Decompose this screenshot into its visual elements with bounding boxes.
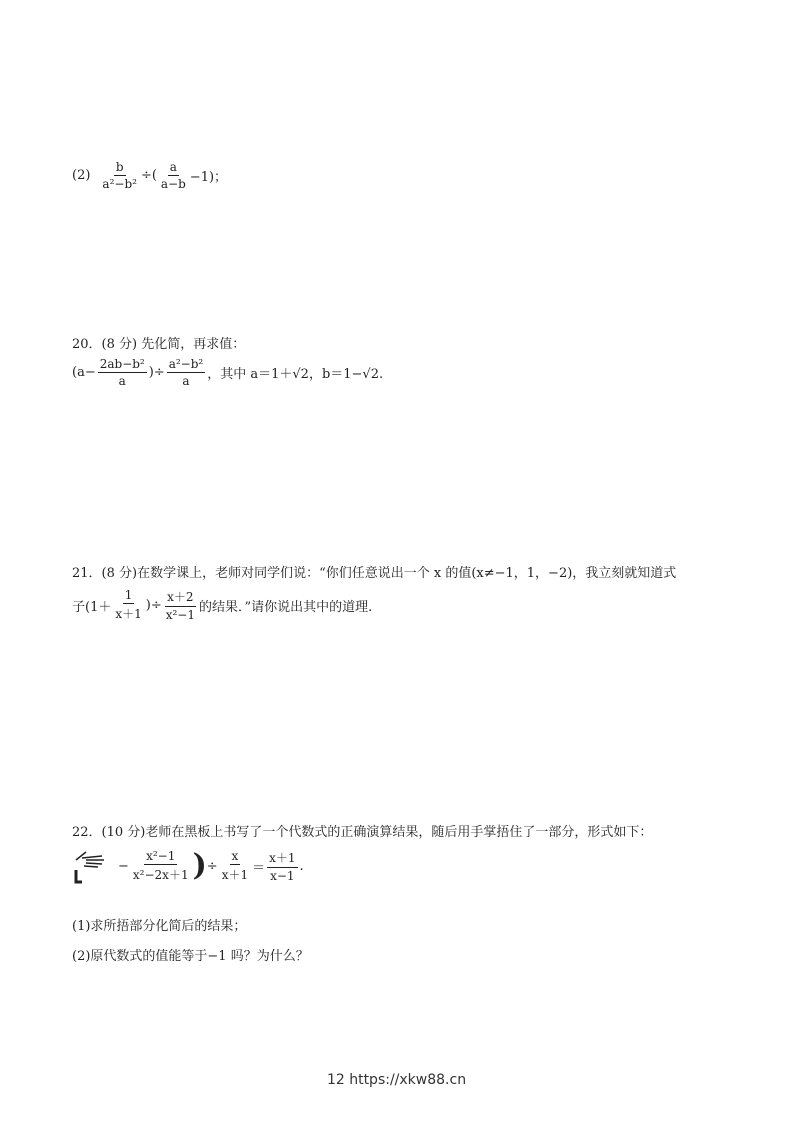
q21-line1: 21．(8 分)在数学课上，老师对同学们说：“你们任意说出一个 x 的值(x≠−1，1，−2)，我立刻就知道式 xyxy=(72,566,677,581)
numerator: a²−b² xyxy=(168,357,204,371)
fraction xyxy=(220,849,250,883)
denominator: x²−1 xyxy=(165,608,195,622)
fraction xyxy=(113,588,143,622)
q22-header: 22．(10 分)老师在黑板上书写了一个代数式的正确演算结果，随后用手掌捂住了一部分，形式如下： xyxy=(72,825,653,840)
q21-expression xyxy=(72,588,372,622)
denominator: a xyxy=(182,374,190,388)
text: ÷ xyxy=(206,858,218,874)
text: 子(1＋ xyxy=(72,599,112,615)
numerator: 1 xyxy=(124,588,133,602)
numerator: x＋2 xyxy=(165,588,195,607)
text: ÷( xyxy=(140,168,157,183)
text: . xyxy=(299,858,304,874)
denominator: x²−2x＋1 xyxy=(132,868,189,882)
text: − xyxy=(118,858,129,874)
numerator: x xyxy=(231,849,239,863)
q22-sub1: (1)求所捂部分化简后的结果； xyxy=(72,919,247,934)
denominator: x＋1 xyxy=(115,607,142,621)
fraction xyxy=(267,849,297,883)
denominator: a xyxy=(118,374,126,388)
text: ) xyxy=(192,848,207,883)
numerator: x²−1 xyxy=(146,849,176,863)
denominator: x−1 xyxy=(270,869,295,883)
hand-icon xyxy=(72,848,112,884)
q22-sub2: (2)原代数式的值能等于−1 吗？为什么？ xyxy=(72,949,309,964)
denominator: x＋1 xyxy=(221,868,249,882)
numerator: 2ab−b² xyxy=(99,357,145,371)
fraction xyxy=(167,357,206,388)
text: (a− xyxy=(72,365,96,380)
page-footer: 12 https://xkw88.cn xyxy=(326,1072,467,1088)
text: )÷ xyxy=(145,597,162,613)
text: ＝ xyxy=(252,860,266,876)
q22-expression xyxy=(72,848,304,884)
q20-header: 20．(8 分) 先化简，再求值： xyxy=(72,337,246,352)
text: )÷ xyxy=(148,365,165,380)
fraction xyxy=(164,588,197,622)
denominator: a²−b² xyxy=(102,177,137,191)
numerator: a xyxy=(169,160,177,174)
fraction xyxy=(131,849,191,883)
numerator: x＋1 xyxy=(267,849,297,868)
text: 的结果．”请你说出其中的道理. xyxy=(199,599,373,615)
q20-expression xyxy=(72,357,383,388)
fraction xyxy=(159,160,188,191)
text: −1)； xyxy=(189,170,228,185)
fraction xyxy=(98,357,147,388)
q19-part2 xyxy=(72,160,227,191)
numerator: b xyxy=(115,160,124,174)
denominator: a−b xyxy=(160,177,186,191)
label: (2) xyxy=(72,168,91,183)
text: ，其中 a＝1＋√2，b＝1−√2. xyxy=(207,367,384,382)
fraction xyxy=(100,160,139,191)
